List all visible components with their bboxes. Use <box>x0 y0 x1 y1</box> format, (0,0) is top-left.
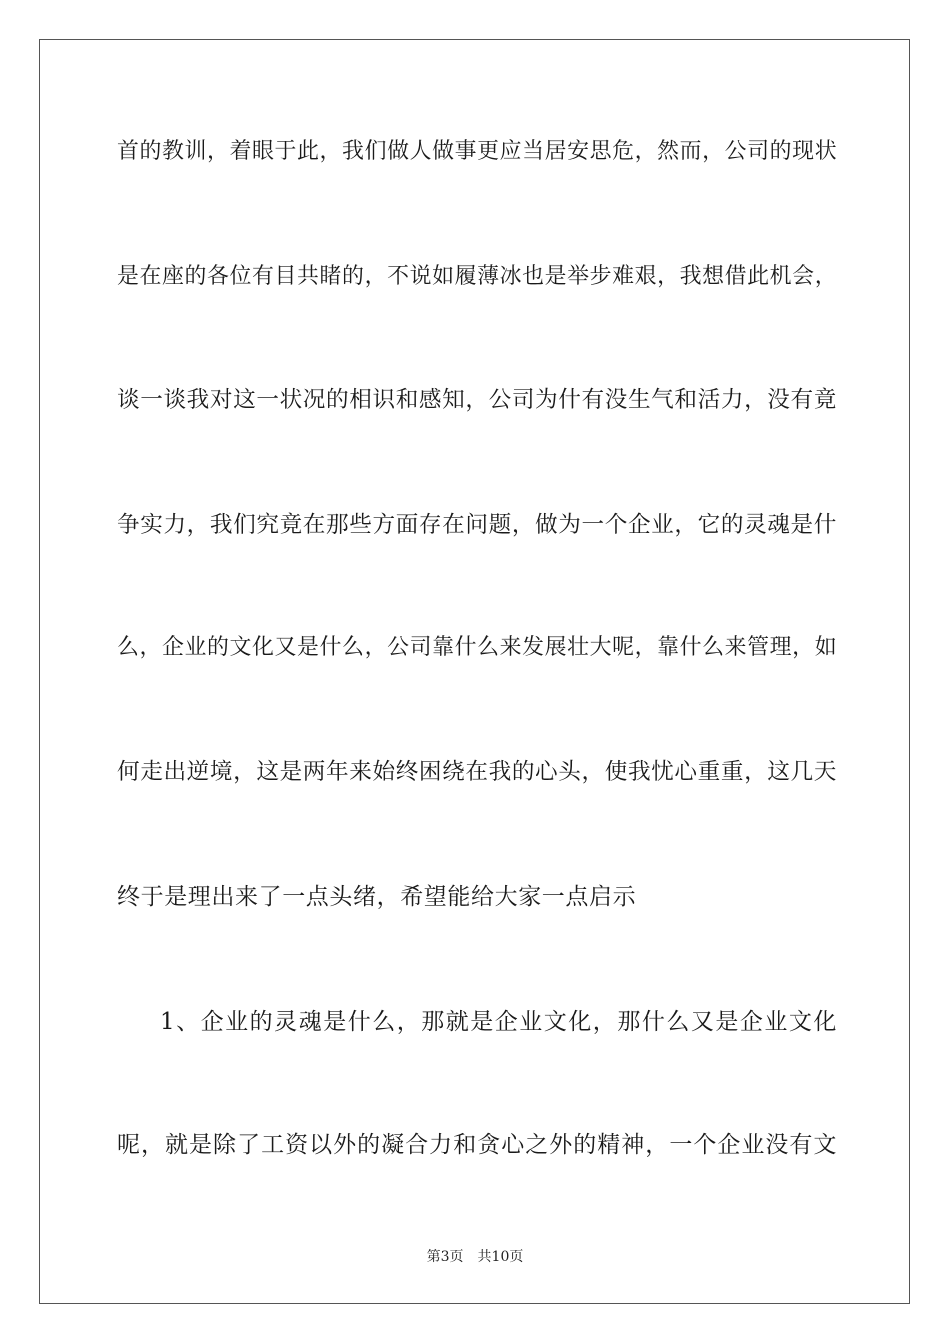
page-total: 共10页 <box>477 1249 524 1265</box>
page-border <box>39 39 910 1304</box>
page-footer <box>0 1248 950 1266</box>
text-line-5: 么，企业的文化又是什么，公司靠什么来发展壮大呢，靠什么来管理，如 <box>117 635 838 660</box>
text-line-9: 呢，就是除了工资以外的凝合力和贪心之外的精神，一个企业没有文 <box>117 1132 838 1158</box>
page-number: 第3页 <box>426 1249 464 1265</box>
text-line-3: 谈一谈我对这一状况的相识和感知，公司为什有没生气和活力，没有竟 <box>117 387 837 413</box>
text-line-6: 何走出逆境，这是两年来始终困绕在我的心头，使我忧心重重，这几天 <box>117 759 837 785</box>
text-line-1: 首的教训，着眼于此，我们做人做事更应当居安思危，然而，公司的现状 <box>117 139 838 164</box>
text-line-8: 1、企业的灵魂是什么，那就是企业文化，那什么又是企业文化 <box>160 1009 838 1035</box>
text-line-4: 争实力，我们究竟在那些方面存在问题，做为一个企业，它的灵魂是什 <box>117 512 837 538</box>
text-line-2: 是在座的各位有目共睹的，不说如履薄冰也是举步难艰，我想借此机会， <box>117 264 838 289</box>
text-line-7: 终于是理出来了一点头绪，希望能给大家一点启示 <box>117 884 637 910</box>
